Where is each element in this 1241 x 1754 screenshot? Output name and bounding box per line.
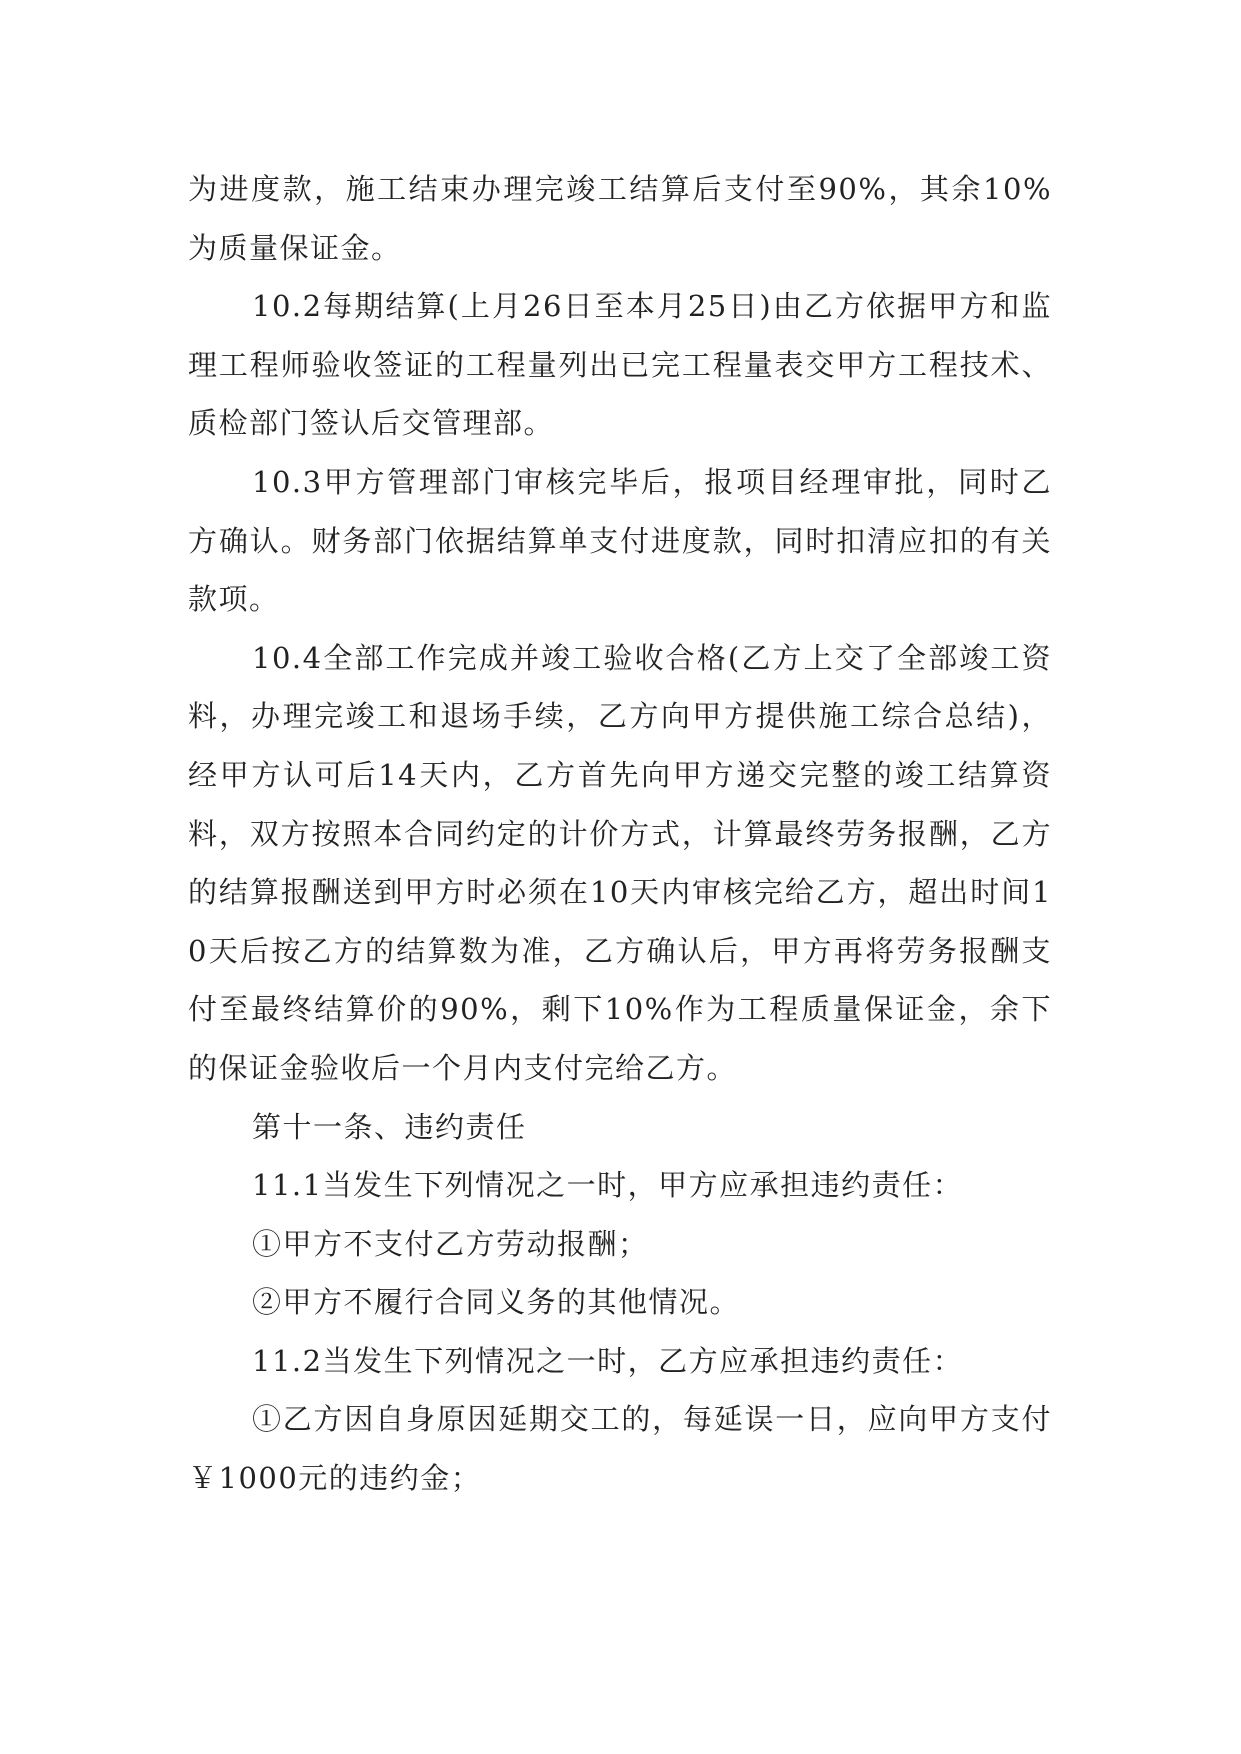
list-item-11-1-b: ②甲方不履行合同义务的其他情况。 xyxy=(252,1285,741,1320)
paragraph-continued-payment: 为进度款，施工结束办理完竣工结算后支付至90%，其余10%为质量保证金。 xyxy=(188,172,1052,265)
list-item-11-2-a: ①乙方因自身原因延期交工的，每延误一日，应向甲方支付￥1000元的违约金； xyxy=(188,1402,1052,1496)
document-body xyxy=(188,160,1052,1508)
paragraph-10-2: 10.2每期结算(上月26日至本月25日)由乙方依据甲方和监理工程师验收签证的工程量列出已完工程量表交甲方工程技术、质检部门签认后交管理部。 xyxy=(188,289,1052,441)
section-heading-article-11: 第十一条、违约责任 xyxy=(252,1109,527,1144)
list-item-11-1-a: ①甲方不支付乙方劳动报酬； xyxy=(252,1226,649,1261)
paragraph-11-1: 11.1当发生下列情况之一时，甲方应承担违约责任： xyxy=(252,1168,964,1203)
paragraph-10-4: 10.4全部工作完成并竣工验收合格(乙方上交了全部竣工资料，办理完竣工和退场手续，乙方向甲方提供施工综合总结)，经甲方认可后14天内，乙方首先向甲方递交完整的竣工结算资料，双方按照本合同约定的计价方式，计算最终劳务报酬，乙方的结算报酬送到甲方时必须在10天内审核完给乙方，超出时间10天后按乙方的结算数为准，乙方确认后，甲方再将劳务报酬支付至最终结算价的90%，剩下10%作为工程质量保证金，余下的保证金验收后一个月内支付完给乙方。 xyxy=(188,640,1052,1085)
paragraph-11-2: 11.2当发生下列情况之一时，乙方应承担违约责任： xyxy=(252,1343,964,1378)
paragraph-10-3: 10.3甲方管理部门审核完毕后，报项目经理审批，同时乙方确认。财务部门依据结算单支付进度款，同时扣清应扣的有关款项。 xyxy=(188,464,1052,617)
